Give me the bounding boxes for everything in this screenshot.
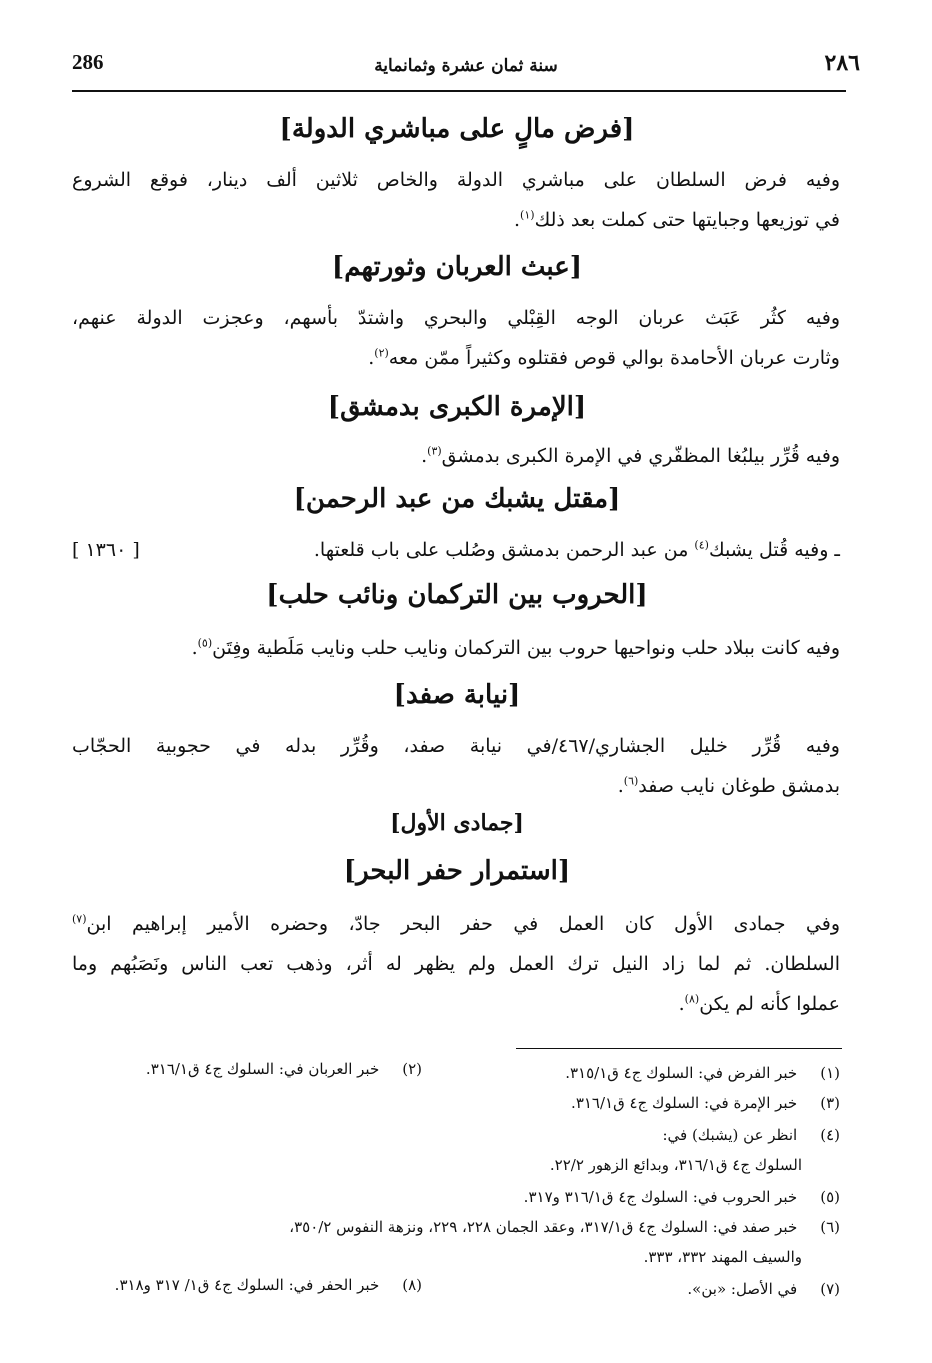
footnote-number: (٨) <box>402 1276 422 1294</box>
line-text: وفي جمادى الأول كان العمل في حفر البحر جادّ، وحضره الأمير إبراهيم ابن <box>86 913 840 935</box>
footnote-ref: (١) <box>520 208 535 222</box>
footnote <box>565 1058 840 1088</box>
paragraph-line: وفيه قُرِّر خليل الجشاري/٤٦٧/في نيابة صفد، وقُرِّر بدله في حجوبية الحجّاب <box>72 735 840 757</box>
footnote-ref: (٦) <box>623 774 639 788</box>
paragraph-line <box>72 984 840 1024</box>
paragraph-line: السلطان. ثم لما زاد النيل ترك العمل ولم يظهر له أثر، وذهب تعب الناس ونَصَبُهم وما <box>72 953 840 975</box>
footnote-text: خبر الإمرة في: السلوك ج٤ ق٣١٦/١. <box>571 1094 798 1112</box>
section-heading: [فرض مالٍ على مباشري الدولة] <box>279 114 635 144</box>
footnote-ref: (٢) <box>374 346 389 360</box>
line-end: . <box>514 209 521 231</box>
paragraph-line <box>72 766 840 806</box>
footnote-ref: (٥) <box>197 636 213 650</box>
footnote-text: خبر الحروب في: السلوك ج٤ ق٣١٦/١ و٣١٧. <box>523 1188 798 1206</box>
paragraph <box>72 726 840 806</box>
footnote <box>662 1120 840 1150</box>
line-text: بدمشق طوغان نايب صفد <box>638 775 840 797</box>
line-text: وفيه كانت ببلاد حلب ونواحيها حروب بين التركمان ونايب حلب ونايب مَلَطية وفِتَن <box>212 637 840 659</box>
paragraph-line: وفيه فرض السلطان على مباشري الدولة والخاص ثلاثين ألف دينار، فوقع الشروع <box>72 169 840 191</box>
month-heading: [جمادى الأول] <box>390 810 524 836</box>
footnote-text: خبر صفد في: السلوك ج٤ ق٣١٧/١، وعقد الجمان ٢٢٨، ٢٢٩، ونزهة النفوس ٣٥٠/٢، <box>289 1218 798 1236</box>
footnote <box>115 1270 422 1300</box>
section-heading: [نيابة صفد] <box>393 680 521 710</box>
year-marker: [ ١٣٦٠ ] <box>72 539 140 561</box>
line-text: في توزيعها وجبايتها حتى كملت بعد ذلك <box>534 209 840 231</box>
footnote <box>146 1054 422 1084</box>
paragraph <box>72 628 840 668</box>
section-heading: [الإمرة الكبرى بدمشق] <box>327 392 587 422</box>
footnote-number: (٣) <box>820 1094 840 1112</box>
paragraph <box>72 904 840 1024</box>
section-heading: [مقتل يشبك من عبد الرحمن] <box>293 484 621 514</box>
line-end: . <box>678 993 685 1015</box>
footnote-ref: (٧) <box>72 912 87 926</box>
footnote <box>687 1274 840 1304</box>
footnote <box>524 1182 840 1212</box>
footnote-text: انظر عن (يشبك) في: <box>662 1126 798 1144</box>
footnote-ref: (٨) <box>684 992 700 1006</box>
footnote-text: خبر الفرض في: السلوك ج٤ ق٣١٥/١. <box>565 1064 798 1082</box>
paragraph <box>72 436 840 476</box>
footnote-text: خبر الحفر في: السلوك ج٤ ق١/ ٣١٧ و٣١٨. <box>114 1276 380 1294</box>
running-title: سنة ثمان عشرة وثمانماية <box>374 56 558 76</box>
page-number-latin: 286 <box>72 50 104 74</box>
footnote-rule <box>516 1048 842 1049</box>
footnote-ref: (٣) <box>427 444 442 458</box>
footnote <box>289 1212 840 1242</box>
section-heading: [الحروب بين التركمان ونائب حلب] <box>266 580 648 610</box>
footnote-number: (٥) <box>820 1188 840 1206</box>
paragraph-line <box>314 530 840 570</box>
header-rule <box>72 90 846 92</box>
paragraph <box>72 298 840 378</box>
line-end: . <box>617 775 624 797</box>
line-text: عملوا كأنه لم يكن <box>699 993 840 1015</box>
paragraph-line <box>72 904 840 944</box>
paragraph-line <box>72 200 840 240</box>
line-end: . <box>191 637 198 659</box>
line-text: ـ وفيه قُتل يشبك <box>708 539 840 561</box>
footnote-text: خبر العربان في: السلوك ج٤ ق٣١٦/١. <box>145 1060 380 1078</box>
paragraph-line <box>72 338 840 378</box>
footnote-continuation: السلوك ج٤ ق٣١٦/١، وبدائع الزهور ٢٢/٢. <box>549 1156 802 1174</box>
line-text: وفيه قُرِّر بيلبُغا المظفّري في الإمرة الكبرى بدمشق <box>441 445 840 467</box>
footnote-text: في الأصل: «بن». <box>687 1280 798 1298</box>
paragraph-line: وفيه كثُر عَبَث عربان الوجه القِبْلي والبحري واشتدّ بأسهم، وعجزت الدولة عنهم، <box>72 307 840 329</box>
footnote <box>571 1088 840 1118</box>
paragraph <box>72 160 840 240</box>
footnote-number: (١) <box>820 1064 840 1082</box>
footnote-ref: (٤) <box>694 538 709 552</box>
footnote-number: (٢) <box>402 1060 422 1078</box>
footnote-number: (٦) <box>820 1218 840 1236</box>
line-end: . <box>368 347 375 369</box>
footnote-number: (٧) <box>820 1280 840 1298</box>
line-text: من عبد الرحمن بدمشق وصُلب على باب قلعتها. <box>313 539 695 561</box>
line-end: . <box>421 445 428 467</box>
line-text: وثارت عربان الأحامدة بوالي قوص فقتلوه وكثيراً ممّن معه <box>388 347 840 369</box>
section-heading: [استمرار حفر البحر] <box>343 856 571 886</box>
page-number-arabic: ٢٨٦ <box>824 50 860 76</box>
footnote-continuation: والسيف المهند ٣٣٢، ٣٣٣. <box>643 1248 802 1266</box>
footnote-number: (٤) <box>820 1126 840 1144</box>
section-heading: [عبث العربان وثورتهم] <box>331 252 583 282</box>
